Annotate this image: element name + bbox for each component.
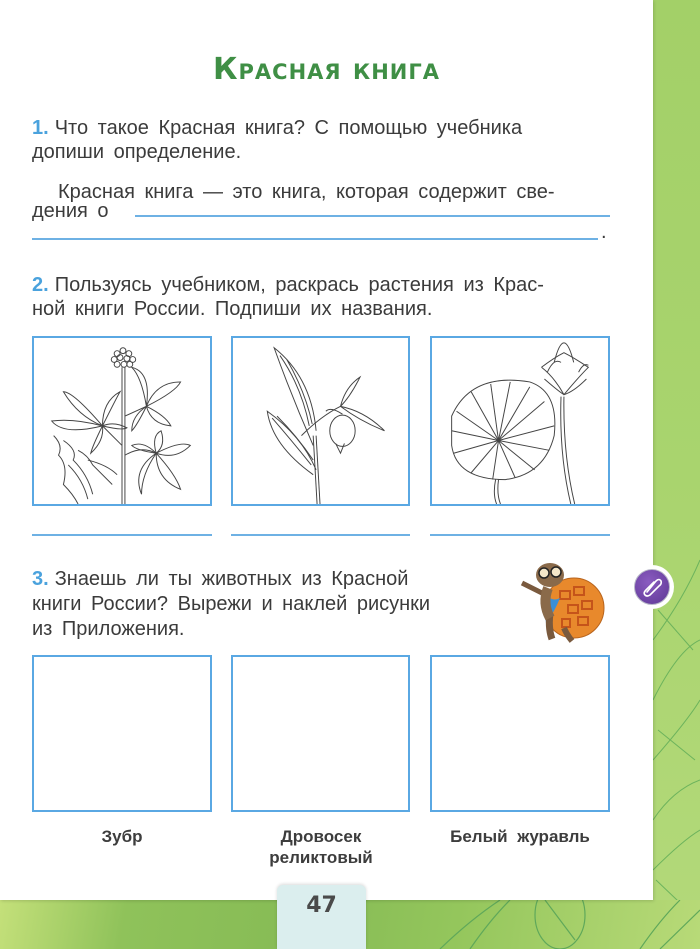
task3-question-line1 <box>32 565 408 593</box>
task3-question-line2: книги России? Вырежи и наклей рисунки <box>32 593 431 615</box>
task2-text: Пользуясь учебником, раскрась растения из Крас- <box>54 274 544 296</box>
plant-name-line-2[interactable] <box>231 534 410 536</box>
animal-paste-box-longhorn-beetle[interactable] <box>231 655 410 812</box>
lotus-drawing-icon <box>432 338 608 504</box>
task1-answer-line-2[interactable] <box>32 238 598 240</box>
plant-box-orchid[interactable] <box>231 336 410 506</box>
page-title: Красная книга <box>213 52 440 87</box>
task3-text: Знаешь ли ты животных из Красной <box>54 568 409 590</box>
ginseng-plant-drawing-icon <box>34 338 210 504</box>
animal-caption-2-text2: реликтовый <box>269 848 373 867</box>
task1-definition-line1: Красная книга — это книга, которая содержит све- <box>58 181 555 203</box>
paperclip-circle <box>634 569 670 605</box>
task2-question-line2: ной книги России. Подпиши их названия. <box>32 298 433 320</box>
animal-paste-box-siberian-crane[interactable] <box>430 655 610 812</box>
task1-definition-line2: дения о <box>32 200 109 222</box>
page-number: 47 <box>306 893 337 918</box>
task3-number: 3. <box>32 568 49 590</box>
plant-name-line-1[interactable] <box>32 534 212 536</box>
task1-question-line2: допиши определение. <box>32 141 242 163</box>
animal-paste-box-bison[interactable] <box>32 655 212 812</box>
task1-answer-line-1[interactable] <box>135 215 610 217</box>
ladys-slipper-orchid-drawing-icon <box>233 338 408 504</box>
animal-caption-2 <box>231 826 411 868</box>
animal-caption-1 <box>32 826 212 847</box>
task2-number: 2. <box>32 274 49 296</box>
background-green-strip <box>653 0 700 949</box>
paperclip-icon <box>641 576 663 598</box>
page-number-tab <box>277 885 366 949</box>
task3-question-line3: из Приложения. <box>32 618 185 640</box>
plant-box-ginseng[interactable] <box>32 336 212 506</box>
animal-caption-2-text: Дровосек <box>280 827 362 846</box>
plant-name-line-3[interactable] <box>430 534 610 536</box>
task1-period: . <box>601 221 607 243</box>
turtle-mascot-icon <box>512 553 608 643</box>
plant-box-lotus[interactable] <box>430 336 610 506</box>
appendix-attachment-badge[interactable] <box>630 565 674 609</box>
animal-caption-3 <box>430 826 610 847</box>
animal-caption-3-text: Белый журавль <box>450 827 590 846</box>
leaf-pattern-decoration <box>653 0 700 949</box>
task1-text: Что такое Красная книга? С помощью учебника <box>54 117 523 139</box>
task1-number: 1. <box>32 117 49 139</box>
animal-caption-1-text: Зубр <box>101 827 143 846</box>
